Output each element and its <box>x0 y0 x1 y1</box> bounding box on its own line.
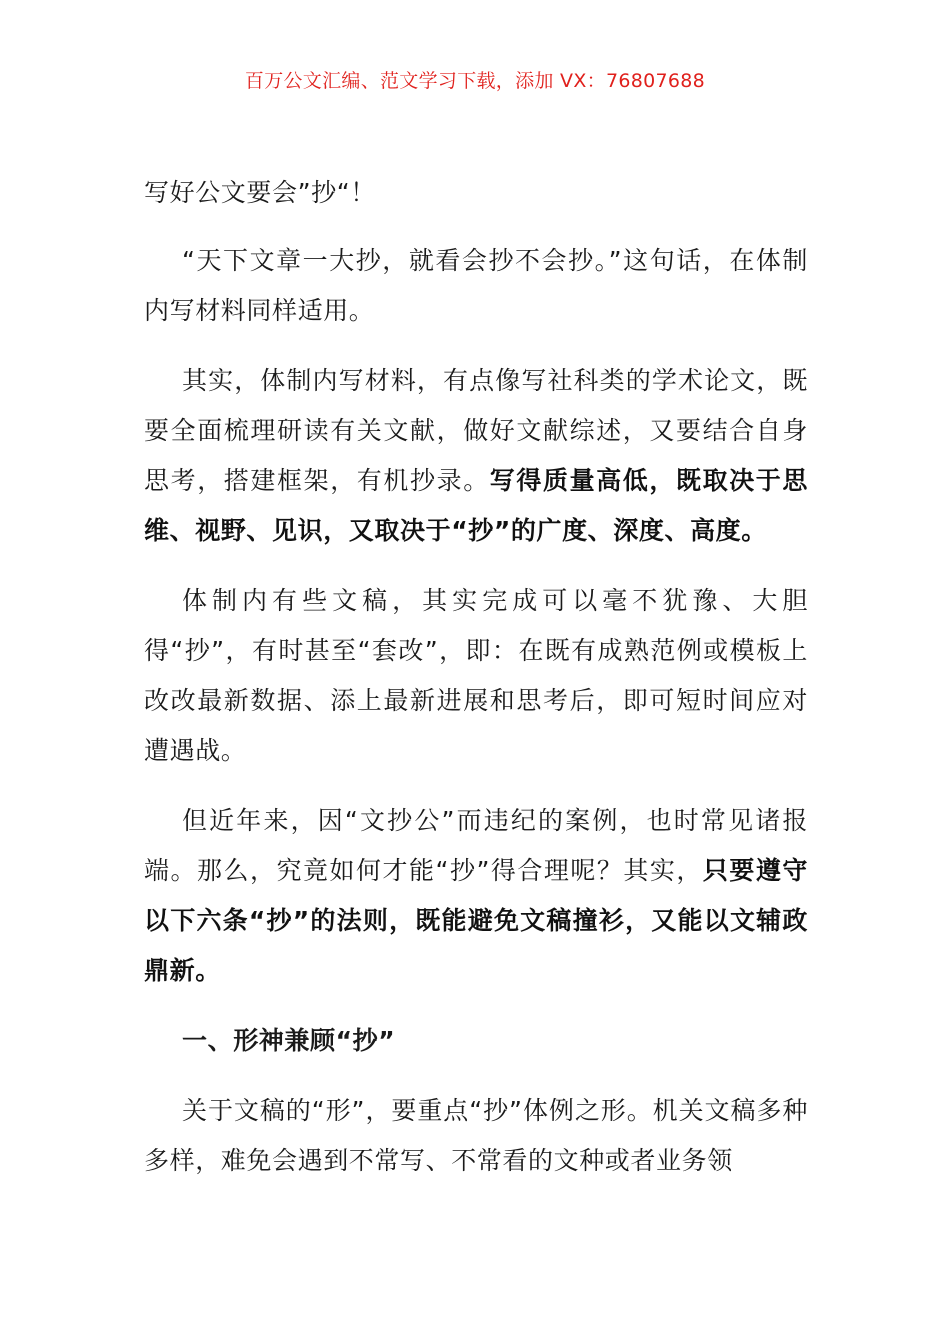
header-promo-note: 百万公文汇编、范文学习下载，添加 VX：76807688 <box>244 70 706 92</box>
paragraph-1: “天下文章一大抄，就看会抄不会抄。”这句话，在体制内写材料同样适用。 <box>144 246 808 325</box>
paragraph-4-text: 但近年来，因“文抄公”而违纪的案例，也时常见诸报端。那么，究竟如何才能“抄”得合理呢？其实， <box>144 806 808 885</box>
paragraph-3: 体制内有些文稿，其实完成可以毫不犹豫、大胆得“抄”，有时甚至“套改”，即：在既有成熟范例或模板上改改最新数据、添上最新进展和思考后，即可短时间应对遭遇战。 <box>144 586 808 765</box>
section-1-heading: 一、形神兼顾“抄” <box>182 1026 396 1055</box>
paragraph-4 <box>144 796 808 996</box>
paragraph-5: 关于文稿的“形”，要重点“抄”体例之形。机关文稿多种多样，难免会遇到不常写、不常看的文种或者业务领 <box>144 1096 808 1175</box>
article-title: 写好公文要会”抄“！ <box>144 178 376 207</box>
paragraph-2 <box>144 356 808 556</box>
paragraph-4-bold: 只要遵守以下六条“抄”的法则，既能避免文稿撞衫，又能以文辅政鼎新。 <box>144 856 809 985</box>
paragraph-2-bold: 写得质量高低，既取决于思维、视野、见识，又取决于“抄”的广度、深度、高度。 <box>144 466 808 545</box>
paragraph-2-text: 其实，体制内写材料，有点像写社科类的学术论文，既要全面梳理研读有关文献，做好文献综述，又要结合自身思考，搭建框架，有机抄录。 <box>144 366 808 495</box>
article-body <box>144 168 808 1186</box>
